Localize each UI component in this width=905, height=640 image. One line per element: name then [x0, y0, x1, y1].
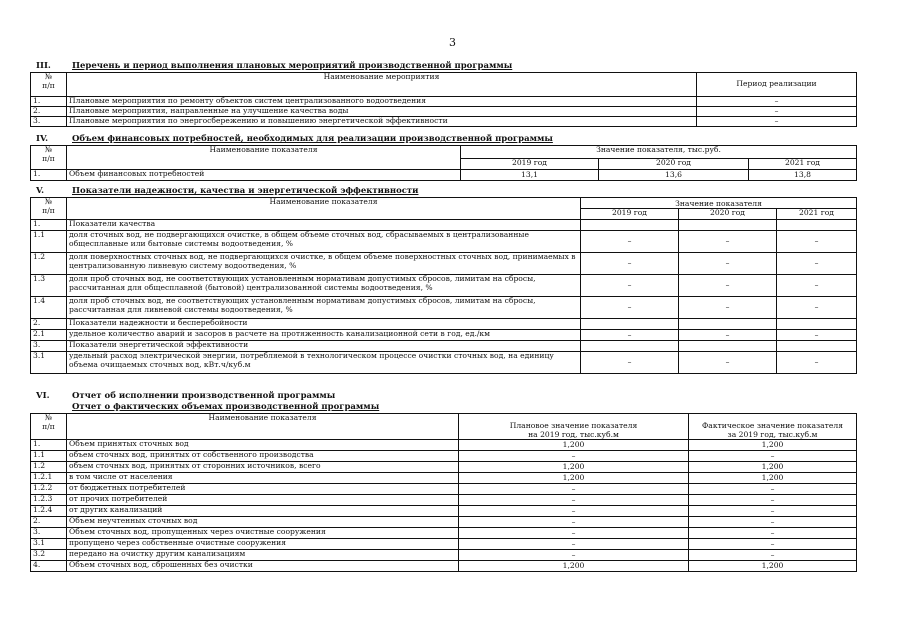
row-number: 1.3: [31, 275, 67, 297]
row-number: 3.2: [31, 550, 67, 561]
table-row: [31, 473, 857, 484]
value-fact: –: [689, 517, 857, 528]
section-6-subtitle-text: Отчет о фактических объемах производственной программы: [72, 402, 380, 412]
value-plan: –: [459, 517, 689, 528]
row-number: 1.2: [31, 462, 67, 473]
value-2019: [581, 341, 679, 352]
header-fact: Фактическое значение показателя за 2019 год, тыс.куб.м: [689, 414, 857, 440]
value-plan: –: [459, 495, 689, 506]
row-name: Плановые мероприятия по ремонту объектов систем централизованного водоотведения: [67, 97, 697, 107]
value-2021: –: [777, 231, 857, 253]
table-row: [31, 253, 857, 275]
table-row: [31, 517, 857, 528]
value-2021: –: [777, 352, 857, 374]
row-number: 2.: [31, 319, 67, 330]
table-row: [31, 462, 857, 473]
row-name: Плановые мероприятия по энергосбережению и повышению энергетической эффективности: [67, 117, 697, 127]
row-number: 1.2.1: [31, 473, 67, 484]
value-2019: –: [581, 352, 679, 374]
header-period: Период реализации: [697, 73, 857, 97]
table-row: [31, 506, 857, 517]
table-row: [31, 484, 857, 495]
header-num: № п/п: [31, 146, 67, 170]
row-number: 3.: [31, 528, 67, 539]
value-2019: [581, 220, 679, 231]
value-2021: [777, 319, 857, 330]
table-row: [31, 550, 857, 561]
value-2019: –: [581, 231, 679, 253]
row-number: 4.: [31, 561, 67, 572]
table-row: [31, 231, 857, 253]
row-name: доля поверхностных сточных вод, не подвергающихся очистке, в общем объеме поверхностных сточных вод, принимаемых в централизованную ливневую систему водоотведения, %: [67, 253, 581, 275]
value-2021: –: [777, 297, 857, 319]
value-2021: –: [777, 275, 857, 297]
header-name: Наименование показателя: [67, 146, 461, 170]
value-2019: –: [581, 297, 679, 319]
table-row: [31, 451, 857, 462]
value-fact: 1,200: [689, 462, 857, 473]
row-name: доля сточных вод, не подвергающихся очистке, в общем объеме сточных вод, сбрасываемых в централизованные общесплавные или бытовые системы водоотведения, %: [67, 231, 581, 253]
row-name: объем сточных вод, принятых от сторонних источников, всего: [67, 462, 459, 473]
row-name: передано на очистку другим канализациям: [67, 550, 459, 561]
table-row: [31, 117, 857, 127]
value-plan: 1,200: [459, 462, 689, 473]
row-number: 2.: [31, 107, 67, 117]
table-activities: [30, 72, 857, 127]
value-2020: –: [679, 253, 777, 275]
section-4-number: IV.: [36, 134, 49, 144]
row-period: –: [697, 117, 857, 127]
row-name: Объем финансовых потребностей: [67, 170, 461, 181]
row-number: 3.1: [31, 352, 67, 374]
table-finance: [30, 145, 857, 181]
value-plan: –: [459, 539, 689, 550]
row-number: 1.4: [31, 297, 67, 319]
table-row: [31, 495, 857, 506]
value-plan: –: [459, 484, 689, 495]
row-period: –: [697, 97, 857, 107]
value-2020: –: [679, 352, 777, 374]
table-row: [31, 97, 857, 107]
header-year-2019: 2019 год: [581, 209, 679, 220]
value-2020: –: [679, 330, 777, 341]
value-2020: 13,6: [599, 170, 749, 181]
row-number: 1.: [31, 440, 67, 451]
header-num: № п/п: [31, 414, 67, 440]
value-plan: 1,200: [459, 440, 689, 451]
section-5-heading: [36, 186, 418, 196]
row-name: Объем неучтенных сточных вод: [67, 517, 459, 528]
value-plan: –: [459, 506, 689, 517]
row-name: Объем принятых сточных вод: [67, 440, 459, 451]
value-2021: [777, 341, 857, 352]
table-row: [31, 170, 857, 181]
header-name: Наименование показателя: [67, 198, 581, 220]
row-name: удельное количество аварий и засоров в расчете на протяженность канализационной сети в год, ед./км: [67, 330, 581, 341]
value-2019: –: [581, 275, 679, 297]
row-name: Показатели качества: [67, 220, 581, 231]
row-number: 3.: [31, 341, 67, 352]
section-6-subtitle: [72, 402, 379, 412]
table-row: [31, 330, 857, 341]
table-row: [31, 440, 857, 451]
row-name: Плановые мероприятия, направленные на улучшение качества воды: [67, 107, 697, 117]
value-2021: –: [777, 330, 857, 341]
row-number: 3.1: [31, 539, 67, 550]
value-fact: –: [689, 484, 857, 495]
row-name: от прочих потребителей: [67, 495, 459, 506]
header-value: Значение показателя: [581, 198, 857, 209]
row-name: удельный расход электрической энергии, потребляемой в технологическом процессе очистки сточных вод, на единицу объема очищаемых сточных вод, кВт.ч/куб.м: [67, 352, 581, 374]
row-number: 1.: [31, 220, 67, 231]
section-3-title: Перечень и период выполнения плановых мероприятий производственной программы: [72, 61, 513, 71]
header-name: Наименование мероприятия: [67, 73, 697, 97]
value-2019: –: [581, 330, 679, 341]
table-row: [31, 220, 857, 231]
value-2021: –: [777, 253, 857, 275]
value-2019: 13,1: [461, 170, 599, 181]
section-3-number: III.: [36, 61, 51, 71]
value-2019: –: [581, 253, 679, 275]
section-6-title: Отчет об исполнении производственной программы: [72, 391, 336, 401]
row-number: 1.1: [31, 231, 67, 253]
value-fact: –: [689, 539, 857, 550]
value-fact: –: [689, 550, 857, 561]
section-3-heading: [36, 61, 512, 71]
row-number: 1.2.3: [31, 495, 67, 506]
row-number: 3.: [31, 117, 67, 127]
section-6-number: VI.: [36, 391, 50, 401]
value-2020: –: [679, 275, 777, 297]
header-year-2021: 2021 год: [777, 209, 857, 220]
table-report: [30, 413, 857, 572]
row-name: объем сточных вод, принятых от собственного производства: [67, 451, 459, 462]
value-plan: 1,200: [459, 561, 689, 572]
row-period: –: [697, 107, 857, 117]
section-5-title: Показатели надежности, качества и энергетической эффективности: [72, 186, 419, 196]
value-fact: 1,200: [689, 561, 857, 572]
table-row: [31, 561, 857, 572]
value-2021: 13,8: [749, 170, 857, 181]
value-plan: 1,200: [459, 473, 689, 484]
header-year-2021: 2021 год: [749, 159, 857, 170]
row-number: 1.2: [31, 253, 67, 275]
table-indicators: [30, 197, 857, 374]
value-2020: [679, 341, 777, 352]
row-number: 1.2.4: [31, 506, 67, 517]
page-number: 3: [449, 36, 456, 49]
row-name: Показатели энергетической эффективности: [67, 341, 581, 352]
section-6-heading: [36, 391, 335, 401]
row-name: в том числе от населения: [67, 473, 459, 484]
value-fact: –: [689, 528, 857, 539]
row-name: пропущено через собственные очистные сооружения: [67, 539, 459, 550]
value-fact: –: [689, 451, 857, 462]
table-row: [31, 539, 857, 550]
value-2020: [679, 220, 777, 231]
row-name: от бюджетных потребителей: [67, 484, 459, 495]
table-row: [31, 297, 857, 319]
value-2020: –: [679, 231, 777, 253]
row-name: Объем сточных вод, пропущенных через очистные сооружения: [67, 528, 459, 539]
value-fact: 1,200: [689, 473, 857, 484]
row-number: 2.1: [31, 330, 67, 341]
table-row: [31, 107, 857, 117]
header-num: № п/п: [31, 73, 67, 97]
value-2021: [777, 220, 857, 231]
header-year-2020: 2020 год: [599, 159, 749, 170]
table-row: [31, 528, 857, 539]
header-year-2019: 2019 год: [461, 159, 599, 170]
header-num: № п/п: [31, 198, 67, 220]
value-2019: [581, 319, 679, 330]
row-name: доля проб сточных вод, не соответствующих установленным нормативам допустимых сбросов, лимитам на сбросы, рассчитанная для ливневой системы водоотведения, %: [67, 297, 581, 319]
row-number: 1.: [31, 170, 67, 181]
value-fact: –: [689, 495, 857, 506]
row-name: Показатели надежности и бесперебойности: [67, 319, 581, 330]
row-number: 2.: [31, 517, 67, 528]
value-plan: –: [459, 550, 689, 561]
row-name: от других канализаций: [67, 506, 459, 517]
value-plan: –: [459, 451, 689, 462]
row-number: 1.: [31, 97, 67, 107]
row-number: 1.1: [31, 451, 67, 462]
table-row: [31, 352, 857, 374]
value-fact: 1,200: [689, 440, 857, 451]
section-5-number: V.: [36, 186, 45, 196]
header-year-2020: 2020 год: [679, 209, 777, 220]
row-number: 1.2.2: [31, 484, 67, 495]
header-name: Наименование показателя: [67, 414, 459, 440]
table-row: [31, 341, 857, 352]
section-4-title: Объем финансовых потребностей, необходимых для реализации производственной программы: [72, 134, 553, 144]
table-row: [31, 319, 857, 330]
row-name: Объем сточных вод, сброшенных без очистки: [67, 561, 459, 572]
table-row: [31, 275, 857, 297]
row-name: доля проб сточных вод, не соответствующих установленным нормативам допустимых сбросов, лимитам на сбросы, рассчитанная для общесплавной (бытовой) централизованной системы водоотведения, %: [67, 275, 581, 297]
value-2020: –: [679, 297, 777, 319]
header-plan: Плановое значение показателя на 2019 год, тыс.куб.м: [459, 414, 689, 440]
value-2020: [679, 319, 777, 330]
section-4-heading: [36, 134, 553, 144]
header-value: Значение показателя, тыс.руб.: [461, 146, 857, 159]
value-plan: –: [459, 528, 689, 539]
value-fact: –: [689, 506, 857, 517]
